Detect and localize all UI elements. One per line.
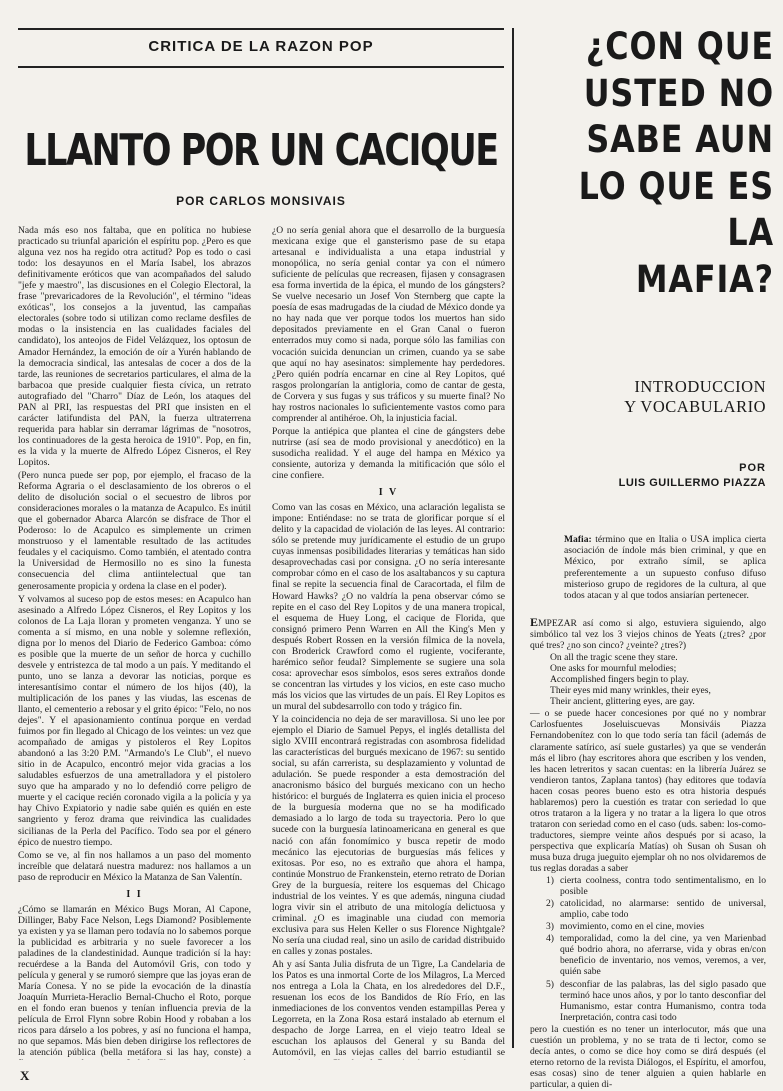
list-item [530,898,766,920]
author-name: LUIS GUILLERMO PIAZZA [618,477,766,489]
article-column-1 [18,225,251,1060]
section-rule [18,66,504,68]
list-number: 3) [546,921,554,933]
section-numeral: I V [378,487,399,499]
list-text: cierta coolness, contra todo sentimentalismo, en lo posible [560,875,766,898]
subtitle-line: Y VOCABULARIO [624,397,766,416]
poem-line: One asks for mournful melodies; [550,663,677,675]
column-divider [512,28,514,1048]
list-number: 2) [546,898,554,910]
paragraph: Y volvamos al suceso pop de estos meses: en Acapulco han asesinado a Alfredo López Cisneros, el Rey Lopitos y los colonos de La Laja lloran y prometen venganza. Y uno se comenta a sí mismo, en una noble y solemne reflexión, digna por lo menos del Diario de Federico Gamboa: cómo es posible que la muerte de un señor de horca y cuchillo desvele y entristezca de tal modo a un país. Y meditando el punto, uno se lanza a devorar las noticias, porque es interesantísimo contar el número de los hijos (40), la multiplicación de los panes y las viudas, las escenas de llanto, el cementerio a rebosar y el grito épico: "Felo, no nos dejes". Y el apasionamiento contínua porque en verdad fuimos por fin llegado al Chicago de los veintes: un vez que acompañado de amigas y pistoleros el Rey Lopitos abandonó a las 3:20 P.M. "Armando's Le Club", el nuevo sitio in de Acapulco, encontró mejor vida gracias a los saludables esfuerzos de una ametralladora y el pistolero suyo que ha amparado y no lo defendió corre peligro de muerte y el cacique recién coronado vigila a la policía y ya hay Chivo Expiatorio y nadie sabe quién es quién en este sangriento y feroz drama que reivindica las cualidades sicilianas de la Perla del Pacífico. Todo sea por el género épico de nuestro tiempo. [18,593,251,848]
list-text: desconfiar de las palabras, las del siglo pasado que terminó hace unos años, y por lo tanto desconfiar del Humanismo, estar contra Humanismo, contra toda Inerpretación, contra casi todo [560,978,766,1023]
article-mafia [522,20,774,1090]
section-numeral: I I [126,888,143,900]
title-line: LO QUE ES [578,164,774,208]
paragraph: Porque la antiépica que plantea el cine de gángsters debe nutrirse (así sea de modo provisional y anecdótico) en la susodicha realidad. Y el auge del hampa en México ya consiente, autoriza y demanda la mitificación que sólo el cine confiere. [272,425,505,482]
list-number: 1) [546,875,554,887]
paragraph: Como van las cosas en México, una aclaración legalista se impone: Entiéndase: no se trata de glorificar porque sí el delito y la capacidad de violación de las leyes. Al contrario: sólo se pretende muy jurídicamente el estudio de un grupo cuyas inmensas posibilidades literarias y temáticas han sido desaprovechadas casi por consigna. ¿O no sería interesante comprobar cómo en el caso de los asaltabancos y su captura final se repite la secuencia final de Caracortada, el film de Howard Hawks? ¿O no valdría la pena observar cómo se repite en el caso del Rey Lopitos y de una manera tropical, el esquema de Huey Long, el cacique de Florida, que consignó primero Penn Warren en All the King's Men y después Robert Rossen en la versión fílmica de la novela, con Broderick Crawford como el rugiente, vociferante, harémico señor feudal? Simplemente se sugiere una sola cosa: aprovechar esos símbolos, esos seres extraños donde se concentran las virtudes y los vicios, en este caso mucho más los vicios que las virtudes de un país. El Rey Lopitos es un mural del subdesarrollo con todo y trágico fin. [272,502,505,712]
list-item [530,933,766,977]
intro-text: MPEZAR así como si algo, estuviera siguiendo, algo simbólico tal vez los 3 viejos chinos de Yeats (¿tres? ¿por qué tres? ¿no son cinco? ¿veinte? ¿tres?) [530,618,766,652]
article-llanto [18,28,505,1083]
paragraph: Ah y así Santa Julia disfruta de un Tigre, La Candelaria de los Patos es una inmortal Corte de los Milagros, La Merced nos entrega a Lola la Chata, en los alrededores del D.F., resuenan los ecos de los Bandidos de Río Frío, en las inmediaciones de los conventos venden estampillas Perea y Legorreta, en la Zona Rosa estará instalado ab eternum el despacho de Jorge Larrea, en el viejo teatro Ideal se escuchan los aplausos del General y su Banda del Automóvil, en las viejas calles del barrio estudiantil se [272,959,505,1059]
list-text: movimiento, como en el cine, movies [560,921,705,933]
title-line: SABE AUN [586,118,774,161]
intro-paragraph [530,617,766,651]
paragraph: — o se puede hacer concesiones por qué no y nombrar Carlosfuentes Joseluiscuevas Monsiváis Piazza Fernandobenítez con lo que todo sería tan fácil (además de claramente satírico, así suele gustarles) ya que se venderán más el libro (hay escritores ahora que escriben y los venden, les hacen letreritos y sacan cuentas: en la librería Juárez se vendieron tantos, Zaplana tantos) (hay editores que todavía hacen cosas peores bueno esto es otra historia después hablaremos) pero la cuestión es tratar con seriedad lo que otros trataron a la ligera y no tratar a la ligera lo que otros trataron con seriedad como en el caso (uds. saben: los-como-traductores, siempre veinte años después por si acaso, la perspectiva que explicaría Matías) oh Susan oh Susan oh musa buza druga jueguito ejemplar oh no nos olvidaremos de tus reglas doradas a saber [530,708,766,875]
section-header: CRITICA DE LA RAZON POP [148,38,374,55]
article-column-2 [272,225,505,1060]
list-item [530,875,766,897]
paragraph: pero la cuestión es no tener un interlocutor, más que una cuestión un problema, y no se trata de ti lector, como se decía antes, o como se dice hoy como se dirá después (el eterno retorno de la revista Diálogos, el Espíritu, el amorfou, esas cosas) sino de tener alguien a quien hablarle en particular, a quien di- [530,1023,766,1090]
subtitle-line: INTRODUCCION [634,377,766,396]
paragraph: (Pero nunca puede ser pop, por ejemplo, el fracaso de la Reforma Agraria o el desclasamiento de los obreros o el delito de disolución social o el secuestro de libros por consideraciones morales o la matanza de Acapulco. Es inútil que el gobernador Abarca Alarcón se disfrace de Thor el Poderoso: lo de Acapulco es simplemente un crimen monstruoso y el lamentable resultado de las actitudes feudales y el caciquismo. Como también, el atentado contra la Universidad de Hermosillo no es sino la funesta consecuencia del clima antiintelectual que tan generosamente propicia y ordena la clase en el poder). [18,470,251,592]
poem-quote [550,652,766,707]
title-line: USTED NO [583,71,774,115]
drop-cap: E [530,615,539,629]
definition-block [564,534,766,601]
paragraph: Nada más eso nos faltaba, que en política no hubiese practicado su triunfal aparición el espíritu pop. ¿Pero es que alguna vez nos ha regido otra actitud? Pop es todo o casi todo: los desayunos en el María Isabel, los abrazos definitivamente eróticos que van acompañados del saludo "jefe y maestro", las discusiones en el Colegio Electoral, la frase "prevaricadores de la Revolución", el término "ideas exóticas", los consejos a la juventud, las campañas electorales (sobre todo si utilizan como reclame desfiles de modas o la insistencia en las cualidades faciales del candidato), los anteojos de Fidel Velázquez, los optosun de Amador Hernández, la emoción de oír a Yurén hablando de la democracia sindical, las antesalas de cocer a dos de la tarde, las reuniones de secretarios particulares, el alma de la barbacoa que preside cualquier fiesta cívica, un retrato autografiado del "Charro" Díaz de León, los ataques del PAN al PRI, las respuestas del PRI que insisten en el carácter latifundista del PAN, la fuerza ultraterrena requerida para hablar sin derramar lágrimas de "nosotros, los continuadores de la gesta heroica de 1910". Pop, en fin, es la vida y la muerte de Alfredo López Cisneros, el Rey Lopitos. [18,225,251,468]
paragraph: ¿O no sería genial ahora que el desarrollo de la burguesía mexicana exige que el gansterismo pase de su etapa artesanal e individualista a una etapa industrial y monopólica, no sería genial contar ya con el número suficiente de películas que recreasen, fijasen y consagrasen esa forma invertida de la épica, el mundo de los gángsters? Se vuelve necesario un Josef Von Sternberg que capte la poesía de esas madrugadas de la ciudad de México donde ya no hay nada que ver porque todos los muertos han sido depositados previamente en el Gran Canal o fueron enterrados muy como si nada, porque sólo las familias con vocación suicida denuncian un crimen, cuando ya se sabe que aquí no hay asesinatos: simplemente hay perdedores. ¿Pero quién podría encarnar en cine al Rey Lopitos, qué rasgos prolongarían la antigloria, como de cantar de gesta, de Corvera y sus fugas y sus tráficos y su muerte final? No hay rostros nacionales lo suficientemente vastos como para comprender al antihéroe. Oh, la injusticia facial. [272,225,505,424]
sidebar-title [559,24,774,303]
list-text: catolicidad, no alarmarse: sentido de universal, amplio, cabe todo [560,898,766,921]
top-rule [18,28,504,30]
poem-line: Accomplished fingers begin to play. [550,674,689,686]
list-number: 4) [546,933,554,945]
definition-term: Mafia: [564,534,592,545]
poem-line: Their ancient, glittering eyes, are gay. [550,696,695,708]
sidebar-body [530,617,766,1091]
article-headline: LLANTO POR UN CACIQUE [24,126,498,176]
title-line: ¿CON QUE [585,25,774,68]
paragraph: ¿Cómo se llamarán en México Bugs Moran, Al Capone, Dillinger, Baby Face Nelson, Legs Diamond? Posiblemente ya existen y ya se llaman pero todavía no lo sabemos porque la publicidad es arbitraria y no suele favorecer a los paladines de la clandestinidad. Aunque tradición sí la hay: recuérdese a la Banda del Automóvil Gris, con todo y película y general y se rumoró siempre que las joyas eran de María Conesa. Y no se pide la evocación de la dinastía Joaquín Murrieta-Heraclio Bernal-Chucho el Roto, porque en el fondo eran buenos y tenían influencia previa de la película de Errol Flynn sobre Robin Hood y robaban a los ricos para dárselo a los pobres, y así no funciona el hampa, no que sepamos. Más bien deben dirigirse los reflectores de la atención pública (bella metáfora si las hay, conste) a [18,903,251,1059]
paragraph: Y la coincidencia no deja de ser maravillosa. Si uno lee por ejemplo el Diario de Samuel Pepys, el inglés detallista del siglo XVIII encontrará registradas con asombrosa fidelidad las características del burgués mexicano de 1967: su sentido social, su afán carrerista, su desplazamiento y voluntad de adulación. Se puede responder a esta demostración del anacronismo básico del burgués mexicano con un hecho histórico: el burgués de Inglaterra es quien inicia el proceso de la burguesía moderna que no se ha modificado demasiado a lo largo de toda su trayectoria. Pero lo que sucede con la burguesía latinoamericana en general es que nació con afán fonomímico y busca repetir de modo mecánico las ejecutorias de burguesías más felices y exitosas. Por eso, no es extraño que ahora el hampa, continúe Monstruo de Frankenstein, eterno retrato de Dorian Grey de la burguesía, reitere los esquemas del Chicago industrial de los veintes. Y es que además, ninguna ciudad logra vivir sin el atributo de una mitología delictuosa y criminal. ¿O es imaginable una ciudad con memoria exclusiva para sus Helen Keller o sus Florence Nightgale? No sería una ciudad real, sino un asilo de caridad distribuido en calles y zonas postales. [272,714,505,957]
list-number: 5) [546,978,554,990]
paragraph: Como se ve, al fin nos hallamos a un paso del momento increíble que delatará nuestra madurez: nos hallamos a un paso de reproducir en México la Matanza de San Valentín. [18,849,251,883]
title-line: LA [727,211,774,254]
list-item [530,921,766,932]
title-line: MAFIA? [635,257,774,301]
list-text: temporalidad, como la del cine, ya ven Marienbad qué bodrio ahora, no aferrarse, vida y obras en/con beneficio de inventario, nos vemos, veremos, a ver, quién sabe [560,933,766,978]
definition-text: término que en Italia o USA implica cierta asociación de índole más bien criminal, y que en México, por extraño símil, se aplica preferentemente a un supuesto confuso difuso misterioso grupo de regidores de la cultura, al que todos atacan y al que todos ansiarían pertenecer. [564,534,766,602]
poem-line: On all the tragic scene they stare. [550,652,678,664]
list-item [530,979,766,1023]
article-byline: POR CARLOS MONSIVAIS [176,194,346,208]
poem-line: Their eyes mid many wrinkles, their eyes, [550,685,711,697]
sidebar-subtitle [624,377,766,417]
author-by: POR [739,462,766,474]
page-number: X [20,1068,30,1083]
